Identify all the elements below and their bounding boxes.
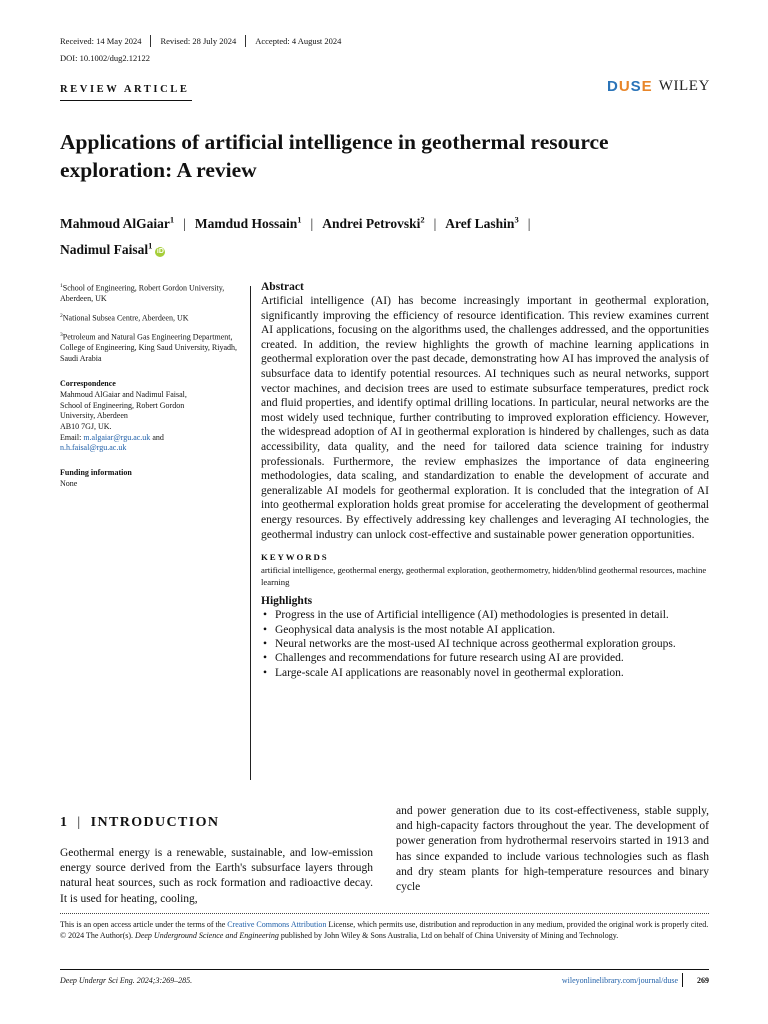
- cc-license-link[interactable]: Creative Commons Attribution: [227, 920, 327, 929]
- section-title: INTRODUCTION: [90, 815, 220, 830]
- keywords-heading: KEYWORDS: [261, 552, 329, 563]
- introduction-text-left: Geothermal energy is a renewable, sustainable, and low-emission energy source derived from the Earth's subsurface layers through natural heat sources, such as rock formation and radioactive decay. It is used for heating, cooling,: [60, 847, 373, 905]
- author-name[interactable]: Nadimul Faisal$^1$: [60, 240, 153, 257]
- wiley-logo: WILEY: [658, 78, 710, 94]
- article-sidebar: [60, 281, 242, 490]
- affiliation-number: 2: [60, 312, 63, 319]
- correspondence-block: [60, 390, 242, 454]
- received-date: Received: 14 May 2024: [60, 36, 142, 46]
- highlight-item: • Challenges and recommendations for future research using AI are provided.: [261, 651, 709, 665]
- article-type-underline: [60, 100, 192, 101]
- abstract-section: [261, 280, 709, 680]
- author-affiliation-marker: 2: [420, 214, 425, 224]
- author-separator: |: [183, 215, 186, 231]
- license-divider: [60, 913, 709, 914]
- introduction-heading: [60, 815, 219, 831]
- copyright-suffix: published by John Wiley & Sons Australia, Ltd on behalf of China University of Mining and Technology.: [280, 930, 619, 940]
- section-number: 1: [60, 815, 69, 830]
- highlights-heading: Highlights: [261, 595, 313, 608]
- email-and: and: [152, 432, 164, 442]
- highlight-item: • Progress in the use of Artificial intelligence (AI) methodologies is presented in detail.: [261, 608, 709, 622]
- correspondence-email: [60, 433, 242, 444]
- funding-text: None: [60, 479, 78, 489]
- author-affiliation-marker: 1: [297, 214, 302, 224]
- orcid-icon[interactable]: iD: [156, 248, 164, 255]
- correspondence-line: Mahmoud AlGaiar and Nadimul Faisal,: [60, 390, 187, 400]
- email-prefix: Email:: [60, 432, 82, 442]
- author-affiliation-marker: 3: [514, 214, 519, 224]
- correspondence-line: AB10 7GJ, UK.: [60, 421, 112, 431]
- affiliation-number: 1: [60, 283, 63, 289]
- author-name[interactable]: Andrei Petrovski$^2$: [322, 214, 425, 231]
- correspondence-heading: Correspondence: [60, 378, 116, 388]
- sidebar-divider: [250, 286, 251, 780]
- copyright-statement: [60, 931, 709, 942]
- affiliation: [60, 281, 242, 305]
- license-statement: [60, 920, 709, 931]
- accepted-date: Accepted: 4 August 2024: [255, 36, 342, 46]
- copyright-prefix: © 2024 The Author(s).: [60, 930, 134, 940]
- highlight-item: • Large-scale AI applications are reasonably novel in geothermal exploration.: [261, 666, 709, 680]
- email-link-2[interactable]: n.h.faisal@rgu.ac.uk: [60, 443, 127, 453]
- duse-logo-text: DUSE: [606, 78, 653, 95]
- section-separator: |: [77, 815, 82, 830]
- date-divider: [245, 35, 246, 47]
- author-separator: |: [310, 215, 314, 231]
- correspondence-line: School of Engineering, Robert Gordon: [60, 400, 185, 410]
- author-name[interactable]: Aref Lashin$^3$: [445, 214, 519, 231]
- author-name[interactable]: Mahmoud AlGaiar$^1$: [60, 214, 175, 231]
- license-suffix: License, which permits use, distribution and reproduction in any medium, provided the original work is properly cited.: [328, 920, 709, 929]
- affiliation: [60, 330, 242, 364]
- affiliation-list: [60, 281, 242, 365]
- doi[interactable]: DOI: 10.1002/dug2.12122: [60, 53, 150, 63]
- footer-divider: [682, 973, 683, 987]
- affiliation-text: National Subsea Centre, Aberdeen, UK: [62, 313, 189, 323]
- author-name[interactable]: Mamdud Hossain$^1$: [194, 214, 302, 231]
- author-separator: |: [527, 215, 531, 231]
- license-notice: [60, 920, 709, 941]
- license-prefix: This is an open access article under the terms of the: [60, 920, 226, 929]
- revised-date: Revised: 28 July 2024: [160, 36, 237, 46]
- author-separator: |: [433, 215, 437, 231]
- affiliation-text: Petroleum and Natural Gas Engineering Department, College of Engineering, King Saud University, Riyadh, Saudi Arabia: [60, 332, 238, 363]
- author-affiliation-marker: 1: [148, 240, 153, 251]
- correspondence-line: University, Aberdeen: [60, 411, 128, 421]
- footer-rule: [60, 969, 709, 970]
- date-divider: [150, 35, 151, 47]
- affiliation-text: School of Engineering, Robert Gordon University, Aberdeen, UK: [60, 283, 225, 304]
- article-title: Applications of artificial intelligence in geothermal resource exploration: A review: [60, 130, 609, 182]
- email-link-1[interactable]: m.algaiar@rgu.ac.uk: [83, 432, 151, 442]
- introduction-text-right: and power generation due to its cost-effectiveness, stable supply, and high-capacity factors throughout the year. The development of power generation from hydrothermal reservoirs started in 1913 and has since expanded to include various technologies such as flash and dry steam plants for high-temperature resources and binary cycle: [396, 805, 709, 894]
- highlights-list: [261, 608, 709, 680]
- author-list: [60, 208, 710, 261]
- affiliation-number: 3: [60, 332, 63, 339]
- publisher-logo: [607, 78, 710, 95]
- article-dates: [60, 35, 341, 47]
- journal-citation: Deep Undergr Sci Eng. 2024;3:269–285.: [60, 976, 193, 985]
- article-type-label: REVIEW ARTICLE: [60, 84, 190, 95]
- page-number: 269: [697, 976, 709, 985]
- highlight-item: • Neural networks are the most-used AI technique across geothermal exploration groups.: [261, 637, 709, 651]
- journal-name: Deep Underground Science and Engineering: [135, 930, 279, 940]
- keywords-text: artificial intelligence, geothermal energy, geothermal exploration, geothermometry, hidden/blind geothermal resources, machine learning: [261, 565, 707, 587]
- abstract-text: Artificial intelligence (AI) has become increasingly important in geothermal exploration, significantly improving the efficiency of resource identification. This review examines current AI applications, focusing on the algorithms used, the challenges addressed, and the opportunities created. In addition, the review highlights the growth of machine learning applications in geothermal exploration over the past decade, demonstrating how AI has improved the analysis of subsurface data to identify potential resources. AI techniques such as neural networks, support vector machines, and decision trees are used to estimate subsurface temperatures, predict rock and fluid properties, and identify optimal drilling locations. In particular, neural networks are the most widely used technique, further contributing to improved exploration efficiency. However, the widespread adoption of AI in geothermal exploration is hindered by challenges, such as data accessibility, data quality, and the need for tailored data science training for industry professionals. Furthermore, the review emphasizes the importance of data engineering methodologies, data scaling, and standardization to enable the development of accurate and generalizable AI models for geothermal exploration. It is concluded that the integration of AI into geothermal exploration holds great promise for accelerating the development of geothermal energy resources. By effectively addressing key challenges and leveraging AI technologies, the geothermal industry can unlock cost-effective and sustainable power generation opportunities.: [261, 295, 709, 541]
- highlight-item: • Geophysical data analysis is the most notable AI application.: [261, 623, 709, 637]
- abstract-heading: Abstract: [261, 281, 304, 293]
- duse-logo: [607, 78, 653, 95]
- affiliation: [60, 311, 242, 324]
- journal-url[interactable]: wileyonlinelibrary.com/journal/duse: [561, 976, 678, 985]
- funding-heading: Funding information: [60, 467, 132, 477]
- author-affiliation-marker: 1: [169, 214, 175, 224]
